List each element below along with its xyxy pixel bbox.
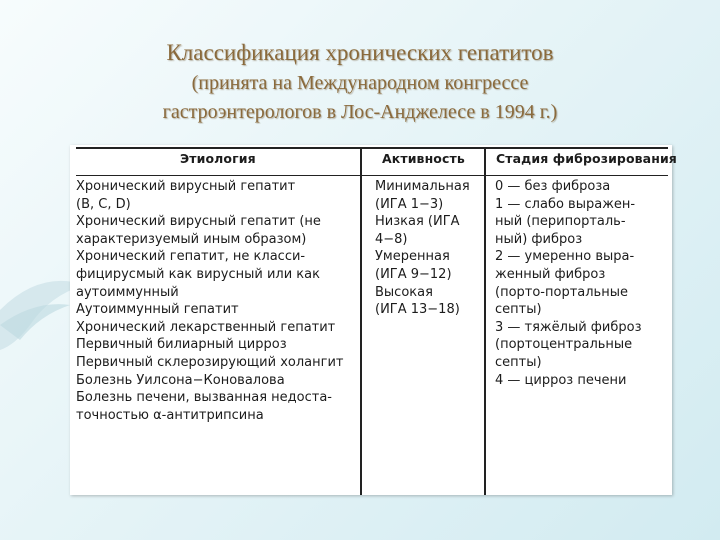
activity-line: Высокая: [375, 284, 433, 300]
etiology-line: Болезнь Уилсона−Коновалова: [76, 372, 285, 388]
column-divider: [484, 147, 486, 495]
etiology-line: Первичный билиарный цирроз: [76, 337, 287, 353]
activity-line: (ИГА 9−12): [375, 266, 452, 282]
etiology-line: Первичный склерозирующий холангит: [76, 354, 344, 370]
activity-column: [375, 178, 470, 319]
subtitle-line: гастроэнтерологов в Лос-Анджелесе в 1994 г.): [162, 101, 558, 123]
stage-line: 1 — слабо выражен-: [495, 196, 636, 212]
fibrosis-stage-column: [495, 178, 642, 389]
etiology-line: аутоиммунный: [76, 284, 179, 300]
stage-line: женный фиброз: [495, 266, 606, 282]
stage-line: 2 — умеренно выра-: [495, 249, 635, 265]
stage-line: 4 — цирроз печени: [495, 372, 627, 388]
classification-table: [70, 145, 677, 495]
stage-line: 0 — без фиброза: [495, 179, 611, 194]
etiology-line: Аутоиммунный гепатит: [76, 302, 239, 318]
etiology-line: фицирусмый как вирусный или как: [76, 266, 320, 282]
header-etiology: Этиология: [180, 151, 256, 166]
activity-line: Умеренная: [375, 249, 450, 265]
table-top-rule: [76, 147, 668, 149]
activity-line: Минимальная: [375, 179, 470, 194]
etiology-column: [76, 178, 343, 424]
etiology-line: характеризуемый иным образом): [76, 231, 307, 247]
column-divider: [360, 147, 362, 495]
stage-line: (порто-портальные: [495, 284, 628, 300]
etiology-line: точностью α-антитрипсина: [76, 407, 264, 423]
table-header-rule: [76, 175, 668, 176]
stage-line: септы): [495, 302, 542, 318]
stage-line: ный (перипорталь-: [495, 214, 626, 230]
activity-line: Низкая (ИГА: [375, 214, 460, 230]
subtitle-line: (принята на Международном конгрессе: [191, 72, 529, 94]
etiology-line: (B, C, D): [76, 196, 131, 212]
stage-line: (портоцентральные: [495, 337, 633, 353]
slide-subtitle: [0, 69, 720, 127]
stage-line: 3 — тяжёлый фиброз: [495, 319, 642, 335]
header-fibrosis-stage: Стадия фиброзирования: [496, 151, 677, 166]
header-activity: Активность: [382, 151, 465, 166]
stage-line: септы): [495, 354, 542, 370]
etiology-line: Хронический гепатит, не класси-: [76, 249, 306, 265]
slide-title: Классификация хронических гепатитов: [166, 40, 554, 65]
etiology-line: Хронический лекарственный гепатит: [76, 319, 336, 335]
etiology-line: Болезнь печени, вызванная недоста-: [76, 390, 332, 406]
stage-line: ный) фиброз: [495, 231, 583, 247]
etiology-line: Хронический вирусный гепатит (не: [76, 214, 321, 230]
etiology-line: Хронический вирусный гепатит: [76, 179, 296, 194]
activity-line: 4−8): [375, 231, 408, 247]
activity-line: (ИГА 13−18): [375, 302, 460, 318]
activity-line: (ИГА 1−3): [375, 196, 444, 212]
